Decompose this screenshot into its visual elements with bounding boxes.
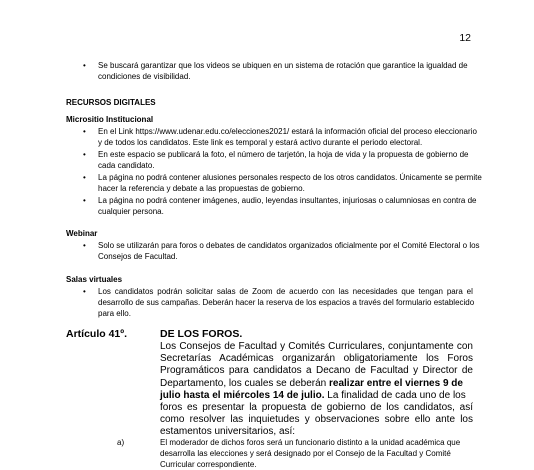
article-line-5-text: La finalidad de cada uno de los bbox=[327, 389, 466, 401]
salas-bullet-1 bbox=[83, 286, 473, 319]
microsite-bullet-3-line-1: La página no podrá contener alusiones personales respecto de los otros candidatos. Únicamente se permite bbox=[98, 173, 482, 182]
microsite-heading: Micrositio Institucional bbox=[66, 115, 154, 124]
microsite-bullet-1 bbox=[83, 126, 477, 148]
microsite-bullet-3 bbox=[83, 172, 482, 194]
section-title: RECURSOS DIGITALES bbox=[66, 98, 156, 107]
bullet-marker: • bbox=[83, 150, 86, 159]
microsite-bullet-2-line-2: cada candidato. bbox=[98, 161, 155, 170]
bullet-marker: • bbox=[83, 196, 86, 205]
article-body bbox=[160, 341, 473, 439]
intro-bullet bbox=[83, 60, 473, 84]
article-label: Artículo 41º. bbox=[66, 328, 128, 340]
microsite-bullet-4 bbox=[83, 195, 477, 217]
article-line-4-text: Departamento, los cuales se deberán bbox=[160, 377, 327, 389]
webinar-bullet-1-line-1: Solo se utilizarán para foros o debates de candidatos organizados oficialmente por el Comité Electoral o los bbox=[98, 241, 480, 250]
item-a-body bbox=[160, 437, 475, 470]
bullet-marker: • bbox=[83, 127, 86, 136]
salas-bullet-1-line-1: Los candidatos podrán solicitar salas de Zoom de acuerdo con las necesidades que tengan para el bbox=[98, 287, 473, 296]
salas-bullet-1-line-3: para ello. bbox=[98, 309, 131, 318]
item-a-letter: a) bbox=[117, 438, 125, 447]
article-title: DE LOS FOROS. bbox=[160, 328, 243, 340]
intro-bullet-line-1: Se buscará garantizar que los videos se ubiquen en un sistema de rotación que garantice la igualdad de bbox=[98, 61, 468, 70]
salas-bullet-1-line-2: desarrollo de sus campañas. Deberán hacer la reserva de los espacios a través del formulario establecido bbox=[98, 298, 475, 307]
bullet-marker: • bbox=[83, 61, 86, 70]
microsite-bullet-1-line-1: En el Link https://www.udenar.edu.co/elecciones2021/ estará la información oficial del proceso eleccionario bbox=[98, 127, 477, 136]
article-line-2: Secretarías Académicas organizarán obligatoriamente los Foros bbox=[160, 353, 473, 365]
item-a-line-2: desarrolla las elecciones y será designado por el Consejo de la Facultad y Comité bbox=[160, 449, 451, 458]
bullet-marker: • bbox=[83, 287, 86, 296]
item-a-line-1: El moderador de dichos foros será un funcionario distinto a la unidad académica que bbox=[160, 438, 461, 447]
bullet-marker: • bbox=[83, 241, 86, 250]
article-line-4 bbox=[160, 378, 473, 390]
microsite-bullet-4-line-1: La página no podrá contener imágenes, audio, leyendas insultantes, injuriosas o calumniosas en contra de bbox=[98, 196, 477, 205]
microsite-bullet-4-line-2: cualquier persona. bbox=[98, 207, 164, 216]
intro-bullet-line-2: condiciones de visibilidad. bbox=[98, 72, 191, 81]
article-date-range-1: realizar entre el viernes 9 de bbox=[329, 377, 463, 389]
article-line-6: foros es presentar la propuesta de gobierno de los candidatos, así bbox=[160, 402, 473, 414]
page-number: 12 bbox=[459, 32, 471, 44]
microsite-bullet-3-line-2: hacer la referencia y debate a las propuestas de gobierno. bbox=[98, 184, 305, 193]
article-line-3: Programáticos para candidatos a Decano de Facultad y Director de bbox=[160, 365, 473, 377]
salas-heading: Salas virtuales bbox=[66, 275, 123, 284]
microsite-bullet-1-line-2: y de todos los candidatos. Este link es temporal y estará activo durante el periodo electoral. bbox=[98, 138, 423, 147]
webinar-bullet-1 bbox=[83, 240, 480, 262]
microsite-bullet-2 bbox=[83, 149, 473, 171]
webinar-heading: Webinar bbox=[66, 229, 98, 238]
microsite-bullet-2-line-1: En este espacio se publicará la foto, el número de tarjetón, la hoja de vida y la propuesta de gobierno de bbox=[98, 150, 469, 159]
article-line-5 bbox=[160, 390, 473, 402]
article-date-range-2: julio hasta el miércoles 14 de julio. bbox=[160, 389, 325, 401]
article-line-7: como resolver las inquietudes y observaciones sobre ello ante los bbox=[160, 414, 473, 426]
article-line-8: estamentos universitarios, así: bbox=[160, 426, 296, 438]
bullet-marker: • bbox=[83, 173, 86, 182]
article-line-1: Los Consejos de Facultad y Comités Curriculares, conjuntamente con bbox=[160, 341, 473, 352]
item-a-line-3: Curricular correspondiente. bbox=[160, 460, 257, 469]
webinar-bullet-1-line-2: Consejos de Facultad. bbox=[98, 252, 178, 261]
